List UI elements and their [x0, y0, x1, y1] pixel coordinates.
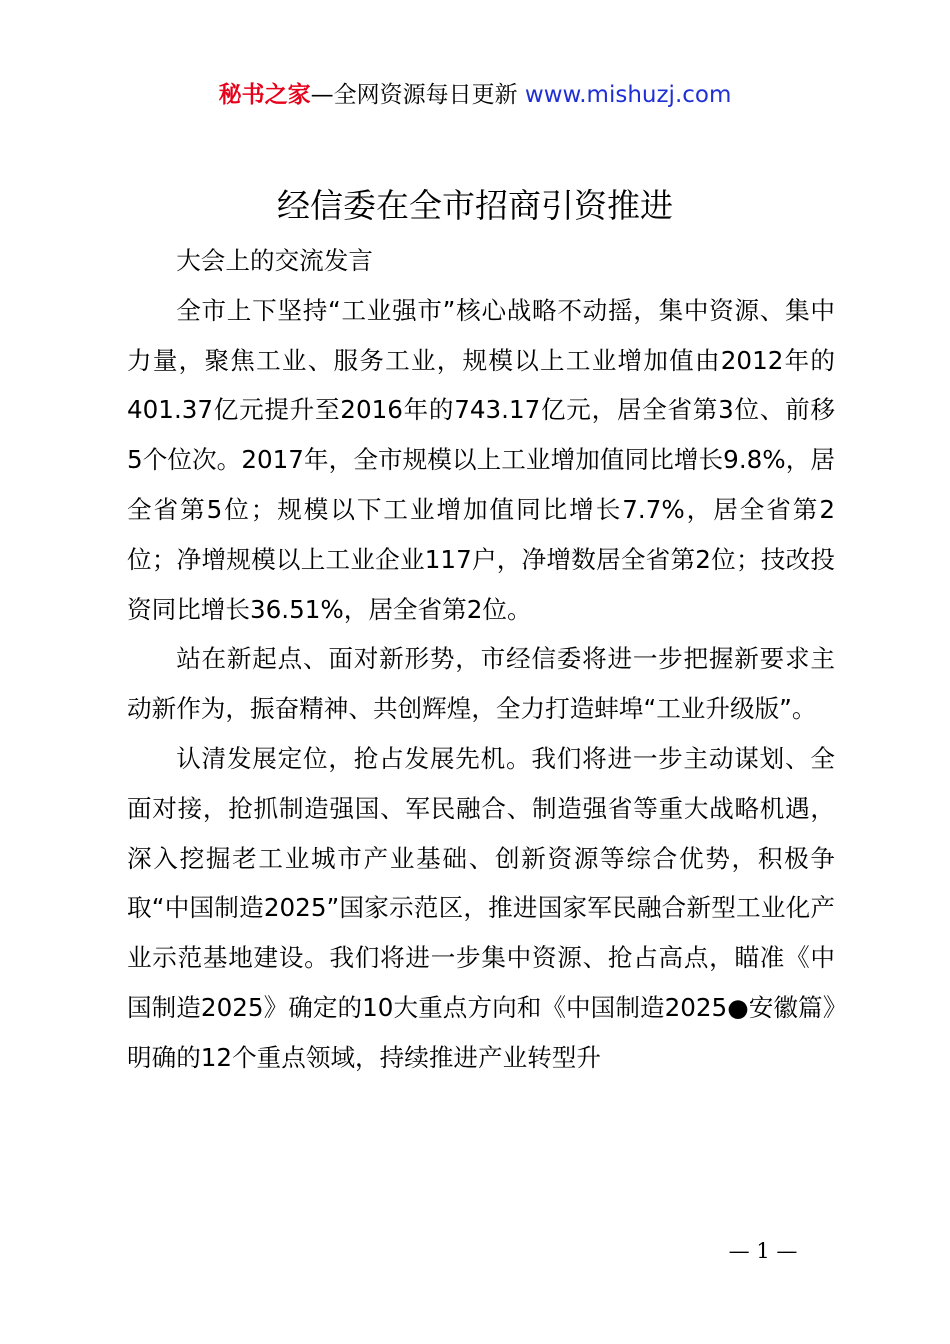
site-brand: 秘书之家 — [218, 82, 311, 108]
site-tagline: —全网资源每日更新 — [310, 82, 525, 108]
document-title: 经信委在全市招商引资推进 — [277, 186, 673, 225]
paragraph-2: 站在新起点、面对新形势，市经信委将进一步把握新要求主动新作为，振奋精神、共创辉煌，全力打造蚌埠“工业升级版”。 — [127, 644, 835, 724]
paragraph-3: 认清发展定位，抢占发展先机。我们将进一步主动谋划、全面对接，抢抓制造强国、军民融合、制造强省等重大战略机遇，深入挖掘老工业城市产业基础、创新资源等综合优势，积极争取“中国制造2025”国家示范区，推进国家军民融合新型工业化产业示范基地建设。我们将进一步集中资源、抢占高点，瞄准《中国制造2025》确定的10大重点方向和《中国制造2025●安徽篇》明确的12个重点领域，持续推进产业转型升 — [127, 743, 835, 1072]
paragraph-1: 全市上下坚持“工业强市”核心战略不动摇，集中资源、集中力量，聚焦工业、服务工业，规模以上工业增加值由2012年的401.37亿元提升至2016年的743.17亿元，居全省第3位、前移5个位次。2017年，全市规模以上工业增加值同比增长9.8%，居全省第5位；规模以下工业增加值同比增长7.7%，居全省第2位；净增规模以上工业企业117户，净增数居全省第2位；技改投资同比增长36.51%，居全省第2位。 — [127, 295, 835, 624]
site-header — [0, 78, 950, 112]
site-url-link[interactable]: www.mishuzj.com — [524, 82, 732, 108]
document-body — [127, 236, 835, 1083]
document-subtitle: 大会上的交流发言 — [176, 246, 373, 275]
page-number: — 1 — — [728, 1239, 798, 1263]
